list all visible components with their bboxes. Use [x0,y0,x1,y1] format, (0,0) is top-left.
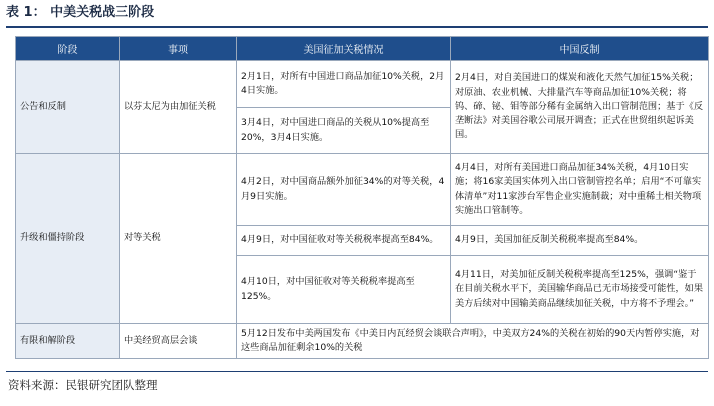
source-divider [6,371,708,372]
title-divider [6,26,708,28]
china-measure-cell: 4月11日，对美加征反制关税税率提高至125%，强调“鉴于在目前关税水平下，美国输华商品已无市场接受可能性，如果美方后续对中国输美商品继续加征关税，中方将不予理会。” [451,256,709,324]
us-measure-cell: 3月4日，对中国进口商品的关税从10%提高至20%，3月4日实施。 [237,108,451,154]
stage-cell: 公告和反制 [16,61,120,154]
table-row [16,324,709,359]
china-measure-cell: 2月4日，对自美国进口的煤炭和液化天然气加征15%关税；对原油、农业机械、大排量汽车等商品加征10%关税；将钨、碲、铋、钼等部分稀有金属纳入出口管制范围；基于《反垄断法》对美国谷歌公司展开调查；正式在世贸组织起诉美国。 [451,61,709,154]
header-us-tariffs: 美国征加关税情况 [237,37,451,61]
header-stage: 阶段 [16,37,120,61]
item-cell: 对等关税 [120,154,237,324]
table-header-row [16,37,709,61]
source-note: 资料来源：民银研究团队整理 [8,378,158,392]
header-item: 事项 [120,37,237,61]
us-measure-cell: 4月2日，对中国商品额外加征34%的对等关税，4月9日实施。 [237,154,451,226]
stage-cell: 升级和僵持阶段 [16,154,120,324]
table-row [16,61,709,108]
item-cell: 以芬太尼为由加征关税 [120,61,237,154]
table-title: 表 1： 中美关税战三阶段 [6,5,155,20]
item-cell: 中美经贸高层会谈 [120,324,237,359]
us-measure-cell: 4月10日，对中国征收对等关税税率提高至125%。 [237,256,451,324]
us-measure-cell: 2月1日，对所有中国进口商品加征10%关税，2月4日实施。 [237,61,451,108]
tariff-war-stages-table [15,36,709,359]
stage-cell: 有限和解阶段 [16,324,120,359]
china-measure-cell: 4月9日，美国加征反制关税税率提高至84%。 [451,226,709,256]
us-measure-cell: 4月9日，对中国征收对等关税税率提高至84%。 [237,226,451,256]
header-china-countermeasures: 中国反制 [451,37,709,61]
merged-measure-cell: 5月12日发布中美两国发布《中美日内瓦经贸会谈联合声明》，中美双方24%的关税在初始的90天内暂停实施，对这些商品加征剩余10%的关税 [237,324,709,359]
china-measure-cell: 4月4日，对所有美国进口商品加征34%关税，4月10日实施；将16家美国实体列入出口管制管控名单；启用“不可靠实体清单”对11家涉台军售企业实施制裁；对中重稀土相关物项实施出口管制等。 [451,154,709,226]
table-row [16,154,709,226]
